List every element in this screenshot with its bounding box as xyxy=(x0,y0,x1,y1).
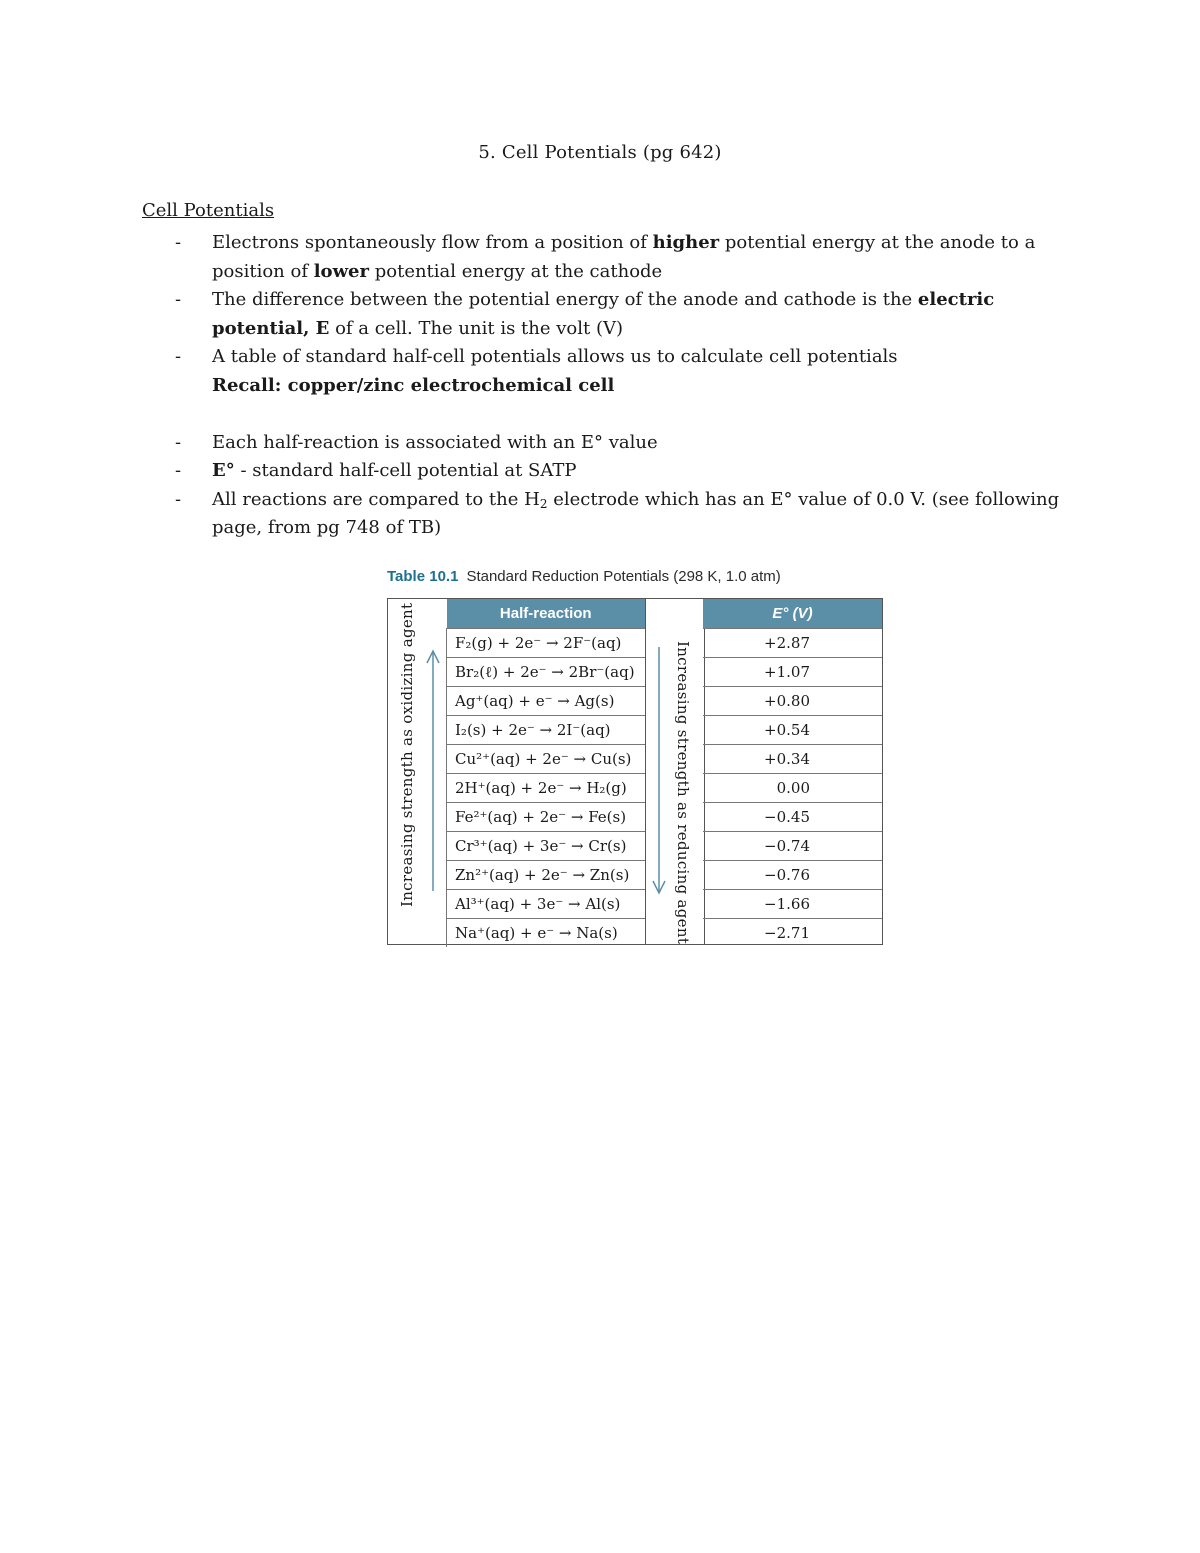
header-e-value xyxy=(703,599,882,629)
e-value-cell: −0.74 xyxy=(703,832,882,861)
bullet-item xyxy=(175,286,1075,343)
bullet-dash: - xyxy=(175,232,182,253)
table-row xyxy=(703,658,882,687)
half-reaction-cell: Na⁺(aq) + e⁻ → Na(s) xyxy=(447,919,646,948)
e-value-cell: −0.45 xyxy=(703,803,882,832)
table-row xyxy=(703,774,882,803)
page-title: 5. Cell Potentials (pg 642) xyxy=(478,142,722,163)
table-row xyxy=(447,658,646,687)
bullet-bold: lower xyxy=(313,260,369,282)
table-row xyxy=(447,890,646,919)
bullet-text: Each half-reaction is associated with an E° value xyxy=(212,431,658,453)
bullet-dash: - xyxy=(175,346,182,367)
bullet-item xyxy=(175,486,1075,543)
bullet-bold: higher xyxy=(652,232,720,253)
table-caption-text: Standard Reduction Potentials (298 K, 1.0 atm) xyxy=(466,568,781,585)
header-e-text: E° (V) xyxy=(772,605,813,622)
table-row xyxy=(447,629,646,658)
bullet-dash: - xyxy=(175,431,182,453)
table-caption-number: Table 10.1 xyxy=(387,568,459,585)
bullet-bold: electric potential, E xyxy=(212,289,995,339)
bullet-dash: - xyxy=(175,488,182,510)
bullet-item xyxy=(175,429,1075,458)
e-value-cell: −2.71 xyxy=(703,919,882,948)
table-row xyxy=(447,716,646,745)
bullet-item xyxy=(175,343,1075,372)
e-value-cell: +0.80 xyxy=(703,687,882,716)
bullet-text: - standard half-cell potential at SATP xyxy=(234,460,577,481)
subscript: 2 xyxy=(539,496,548,511)
table-row xyxy=(447,774,646,803)
half-reaction-cell: Cu²⁺(aq) + 2e⁻ → Cu(s) xyxy=(447,745,646,774)
half-reaction-body xyxy=(447,629,646,948)
table-row xyxy=(447,832,646,861)
table-row xyxy=(703,745,882,774)
bullet-dash: - xyxy=(175,289,182,310)
bullet-text: potential energy at the anode to a position of xyxy=(212,232,1036,282)
half-reaction-cell: 2H⁺(aq) + 2e⁻ → H₂(g) xyxy=(447,774,646,803)
e-value-cell: +2.87 xyxy=(703,629,882,658)
table-row xyxy=(447,803,646,832)
e-value-table xyxy=(703,599,882,947)
bullet-item xyxy=(175,229,1075,286)
bullet-text: Electrons spontaneously flow from a position of xyxy=(212,232,653,253)
bullet-text: All reactions are compared to the H xyxy=(212,488,540,510)
e-value-cell: +1.07 xyxy=(703,658,882,687)
bullet-text: The difference between the potential energy of the anode and cathode is the xyxy=(212,289,918,310)
bullet-text: A table of standard half-cell potentials allows us to calculate cell potentials xyxy=(212,346,898,367)
reduction-potentials-table xyxy=(387,598,883,945)
table-row xyxy=(703,832,882,861)
oxidizing-agent-column xyxy=(388,599,446,944)
table-row xyxy=(703,629,882,658)
bullet-list xyxy=(175,229,1075,543)
table-row xyxy=(447,687,646,716)
half-reaction-cell: Cr³⁺(aq) + 3e⁻ → Cr(s) xyxy=(447,832,646,861)
half-reaction-table xyxy=(446,599,645,947)
bullet-item xyxy=(175,457,1075,486)
half-reaction-cell: Ag⁺(aq) + e⁻ → Ag(s) xyxy=(447,687,646,716)
table-row xyxy=(703,803,882,832)
bullet-bold: E° xyxy=(212,460,235,481)
reducing-agent-label: Increasing strength as reducing agent xyxy=(674,641,692,945)
half-reaction-cell: Fe²⁺(aq) + 2e⁻ → Fe(s) xyxy=(447,803,646,832)
e-value-cell: 0.00 xyxy=(703,774,882,803)
bullet-text: of a cell. The unit is the volt (V) xyxy=(329,317,623,339)
table-row xyxy=(703,861,882,890)
half-reaction-cell: Al³⁺(aq) + 3e⁻ → Al(s) xyxy=(447,890,646,919)
table-row xyxy=(447,861,646,890)
table-row xyxy=(703,716,882,745)
e-value-cell: −1.66 xyxy=(703,890,882,919)
table-row xyxy=(703,890,882,919)
half-reaction-cell: Zn²⁺(aq) + 2e⁻ → Zn(s) xyxy=(447,861,646,890)
e-value-cell: −0.76 xyxy=(703,861,882,890)
reducing-agent-column xyxy=(645,599,705,944)
e-value-body xyxy=(703,629,882,948)
bullet-dash: - xyxy=(175,460,182,481)
section-heading: Cell Potentials xyxy=(142,200,275,221)
header-half-reaction: Half-reaction xyxy=(447,599,646,629)
recall-line: Recall: copper/zinc electrochemical cell xyxy=(212,374,615,396)
table-row xyxy=(703,919,882,948)
bullet-text: potential energy at the cathode xyxy=(369,260,663,282)
table-row xyxy=(447,919,646,948)
bullet-text: electrode which has an E° value of 0.0 V. (see following page, from pg 748 of TB) xyxy=(212,488,1060,538)
oxidizing-agent-label: Increasing strength as oxidizing agent xyxy=(398,602,416,907)
table-caption xyxy=(387,568,781,585)
e-value-cell: +0.54 xyxy=(703,716,882,745)
table-row xyxy=(447,745,646,774)
up-arrow-icon xyxy=(388,599,446,946)
half-reaction-cell: Br₂(ℓ) + 2e⁻ → 2Br⁻(aq) xyxy=(447,658,646,687)
half-reaction-cell: I₂(s) + 2e⁻ → 2I⁻(aq) xyxy=(447,716,646,745)
e-value-cell: +0.34 xyxy=(703,745,882,774)
table-row xyxy=(703,687,882,716)
half-reaction-cell: F₂(g) + 2e⁻ → 2F⁻(aq) xyxy=(447,629,646,658)
